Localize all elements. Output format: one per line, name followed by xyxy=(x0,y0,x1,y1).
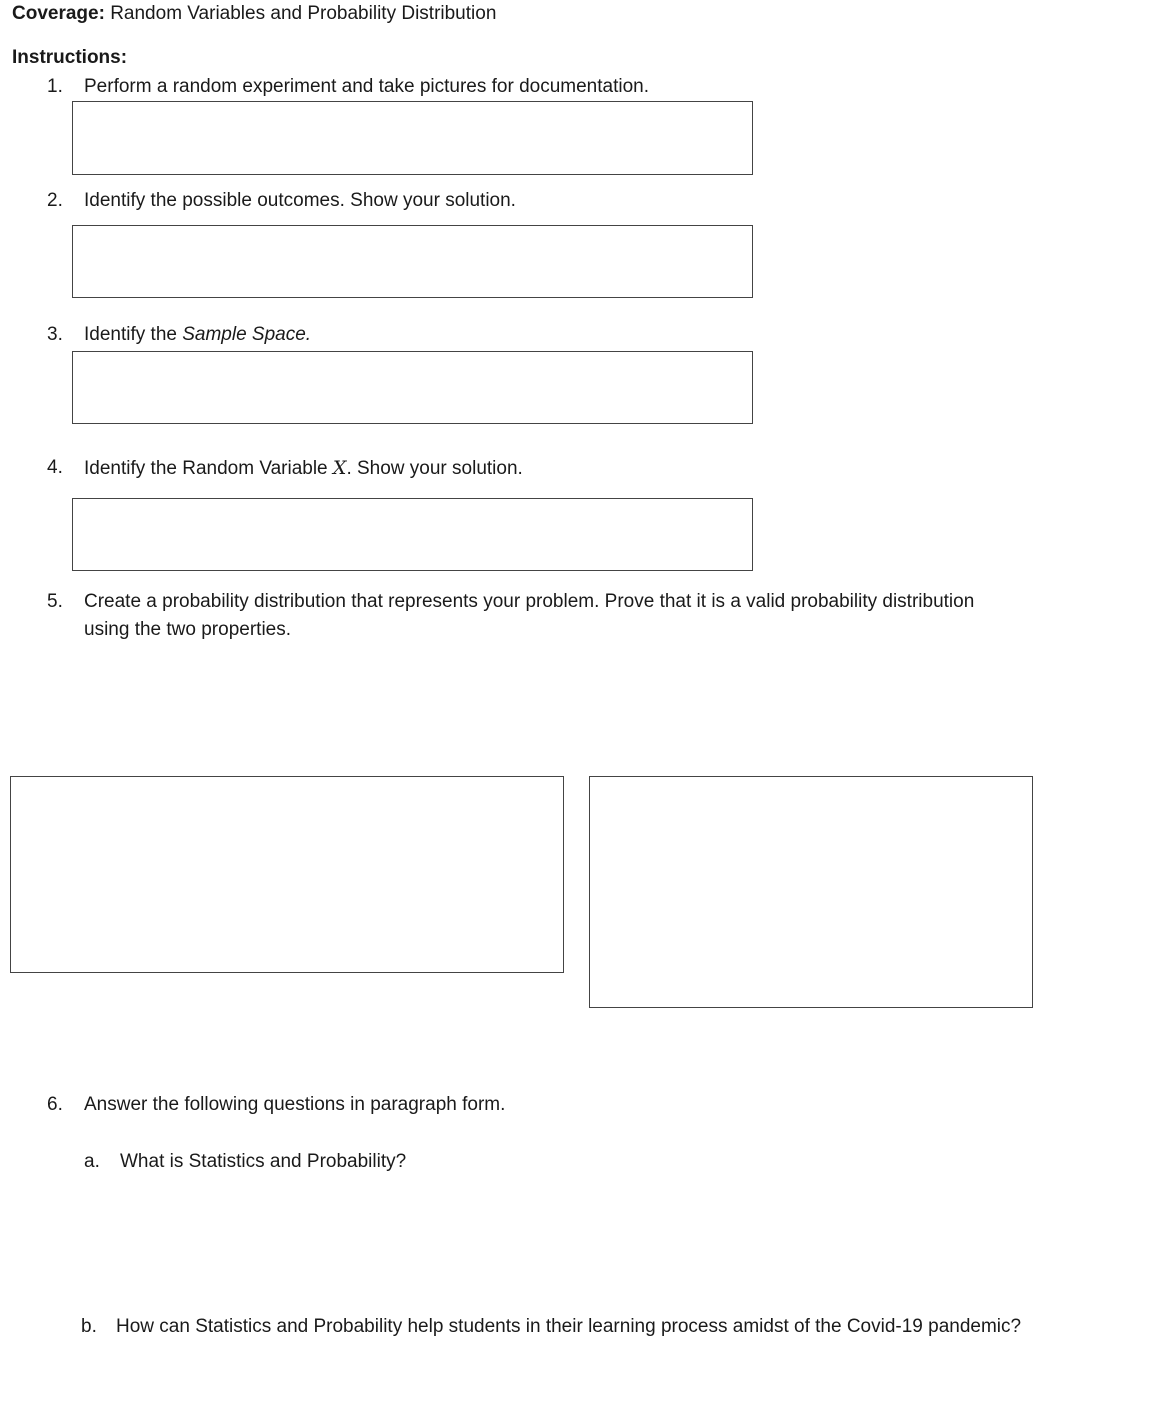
item-text-plain: . Show your solution. xyxy=(346,458,523,479)
item-text-italic: Sample Space. xyxy=(182,324,312,345)
answer-box-5-left[interactable] xyxy=(10,776,564,973)
item-text-line-2: using the two properties. xyxy=(84,619,292,640)
item-text xyxy=(84,323,311,347)
answer-box-3[interactable] xyxy=(72,351,753,424)
coverage-text: Random Variables and Probability Distribution xyxy=(110,3,497,24)
item-text: Perform a random experiment and take pictures for documentation. xyxy=(84,76,650,97)
instructions-heading: Instructions: xyxy=(12,47,128,68)
answer-box-5-right[interactable] xyxy=(589,776,1033,1008)
subitem-text: How can Statistics and Probability help students in their learning process amidst of the Covid-19 pandemic? xyxy=(116,1316,1022,1337)
item-number: 2. xyxy=(47,190,63,211)
item-text xyxy=(84,456,523,481)
random-variable-symbol: X xyxy=(332,457,347,479)
item-text-plain: Identify the xyxy=(84,324,183,345)
item-number: 5. xyxy=(47,591,63,612)
item-number: 1. xyxy=(47,76,63,97)
item-text: Answer the following questions in paragraph form. xyxy=(84,1094,506,1115)
item-number: 4. xyxy=(47,457,63,478)
subitem-letter: b. xyxy=(81,1316,97,1337)
item-number: 3. xyxy=(47,324,63,345)
subitem-text: What is Statistics and Probability? xyxy=(120,1151,407,1172)
answer-box-2[interactable] xyxy=(72,225,753,298)
answer-box-4[interactable] xyxy=(72,498,753,571)
coverage-label: Coverage: xyxy=(12,3,105,24)
item-number: 6. xyxy=(47,1094,63,1115)
subitem-letter: a. xyxy=(84,1151,100,1172)
answer-box-1[interactable] xyxy=(72,101,753,175)
item-text-line-1: Create a probability distribution that represents your problem. Prove that it is a valid probability distribution xyxy=(84,591,975,612)
item-text-plain: Identify the Random Variable xyxy=(84,458,333,479)
coverage-line xyxy=(12,2,496,26)
item-text: Identify the possible outcomes. Show your solution. xyxy=(84,190,516,211)
